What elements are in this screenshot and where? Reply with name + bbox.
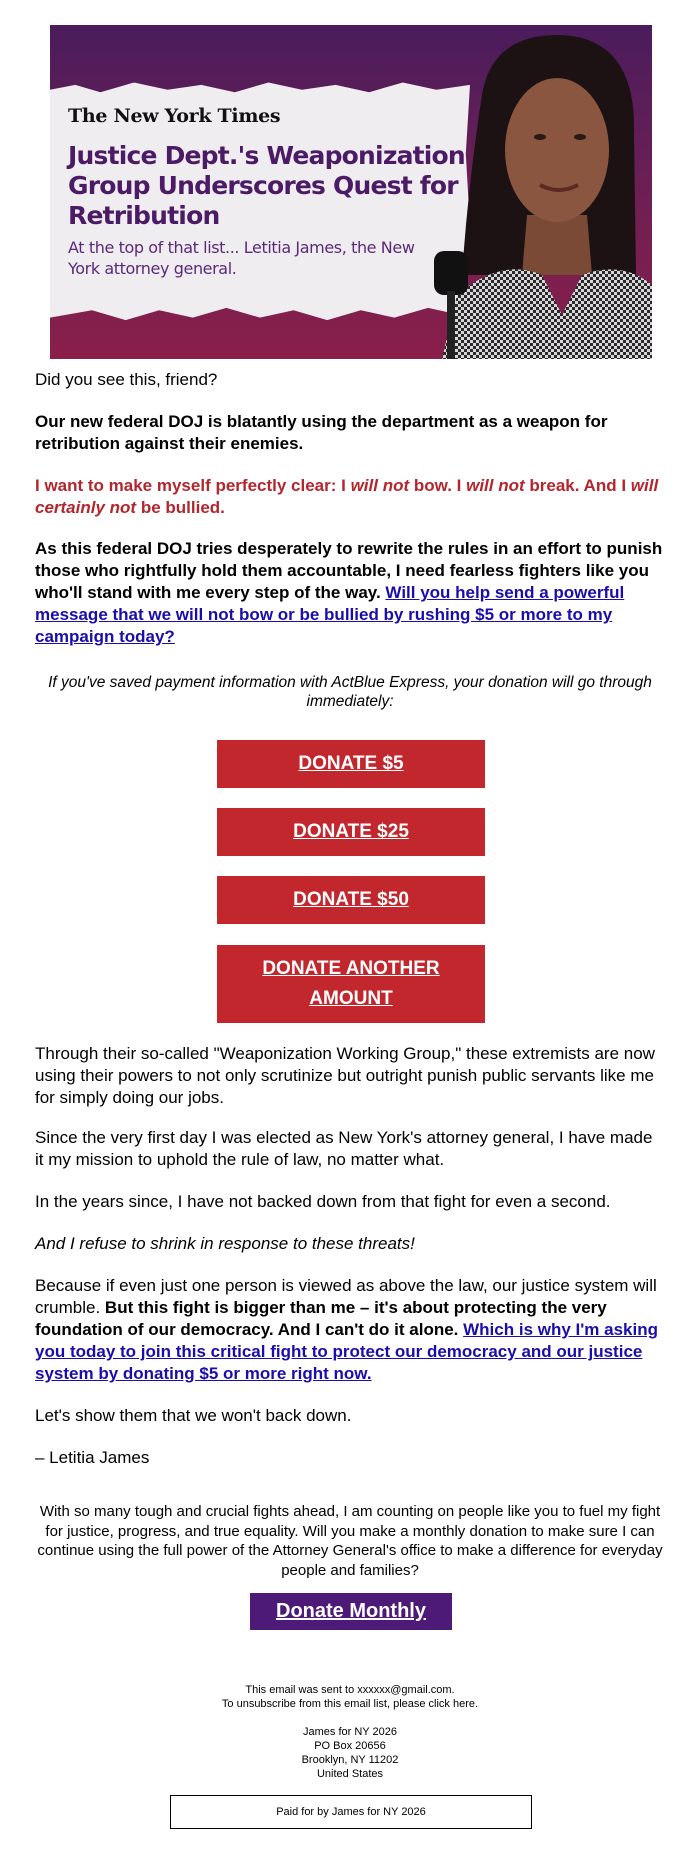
donate-link-democracy[interactable]: Which is why I'm asking you today to join this critical fight to protect our democracy and our justice system by donating $5 or more right now. <box>35 1320 658 1383</box>
paragraph-doj-weapon: Our new federal DOJ is blatantly using the department as a weapon for retribution against their enemies. <box>35 412 608 453</box>
donate-another-amount-button[interactable]: DONATE ANOTHER AMOUNT <box>217 945 485 1023</box>
footer-po-box: PO Box 20656 <box>314 1740 386 1752</box>
portrait-photo <box>422 25 652 359</box>
paragraph-democracy: Because if even just one person is viewed as above the law, our justice system will crumble. But this fight is bigger than me – it's about protecting the very foundation of our democracy. And I can't do it alone. Which is why I'm asking you today to join this critical fight to protect our democracy and our justice system by donating $5 or more right now. <box>35 1276 658 1383</box>
paragraph-call-to-action <box>35 538 665 648</box>
hero-headline: Justice Dept.'s Weaponization Group Underscores Quest for Retribution <box>68 141 465 230</box>
footer-unsubscribe <box>0 1697 700 1711</box>
paragraph-show-them: Let's show them that we won't back down. <box>35 1406 352 1425</box>
nyt-masthead: The New York Times <box>68 105 281 127</box>
paragraph-weaponization-group: Through their so-called "Weaponization Working Group," these extremists are now using their powers to not only scrutinize but outright punish public servants like me for simply doing our jobs. <box>35 1044 655 1107</box>
footer-city: Brooklyn, NY 11202 <box>301 1754 399 1766</box>
footer-org: James for NY 2026 <box>303 1726 397 1738</box>
donate-25-button[interactable]: DONATE $25 <box>217 808 485 856</box>
footer-country: United States <box>316 1768 384 1780</box>
paragraph-first-day: Since the very first day I was elected as New York's attorney general, I have made it my mission to uphold the rule of law, no matter what. <box>35 1128 653 1169</box>
unsubscribe-link[interactable]: To unsubscribe from this email list, please click here. <box>221 1698 479 1710</box>
actblue-express-note: If you've saved payment information with ActBlue Express, your donation will go through immediately: <box>48 674 652 710</box>
monthly-pitch: With so many tough and crucial fights ahead, I am counting on people like you to fuel my fight for justice, progress, and true equality. Will you make a monthly donation to make sure I can continue using the full power of the Attorney General's office to make a difference for everyday people and families? <box>37 1503 663 1579</box>
greeting: Did you see this, friend? <box>35 370 218 389</box>
donate-link-5[interactable]: Will you help send a powerful message that we will not bow or be bullied by rushing $5 or more to my campaign today? <box>35 583 625 646</box>
paragraph-refuse-to-shrink: And I refuse to shrink in response to these threats! <box>35 1234 415 1253</box>
cta-text: As this federal DOJ tries desperately to rewrite the rules in an effort to punish those who rightfully hold them accountable, I need fearless fighters like you who'll stand with me every step of the way. <box>35 539 663 602</box>
donate-5-button[interactable]: DONATE $5 <box>217 740 485 788</box>
footer-sent-to: This email was sent to xxxxxx@gmail.com. <box>245 1684 455 1696</box>
paid-for-disclaimer: Paid for by James for NY 2026 <box>170 1795 532 1829</box>
hero-dek: At the top of that list... Letitia James, the New York attorney general. <box>68 238 415 278</box>
donate-monthly-button[interactable]: Donate Monthly <box>250 1593 452 1630</box>
signature: – Letitia James <box>35 1448 150 1467</box>
donate-50-button[interactable]: DONATE $50 <box>217 876 485 924</box>
paragraph-not-backed-down: In the years since, I have not backed down from that fight for even a second. <box>35 1192 611 1211</box>
hero-banner <box>50 25 652 359</box>
paragraph-clear-statement: I want to make myself perfectly clear: I will not bow. I will not break. And I will certainly not be bullied. <box>35 476 659 517</box>
